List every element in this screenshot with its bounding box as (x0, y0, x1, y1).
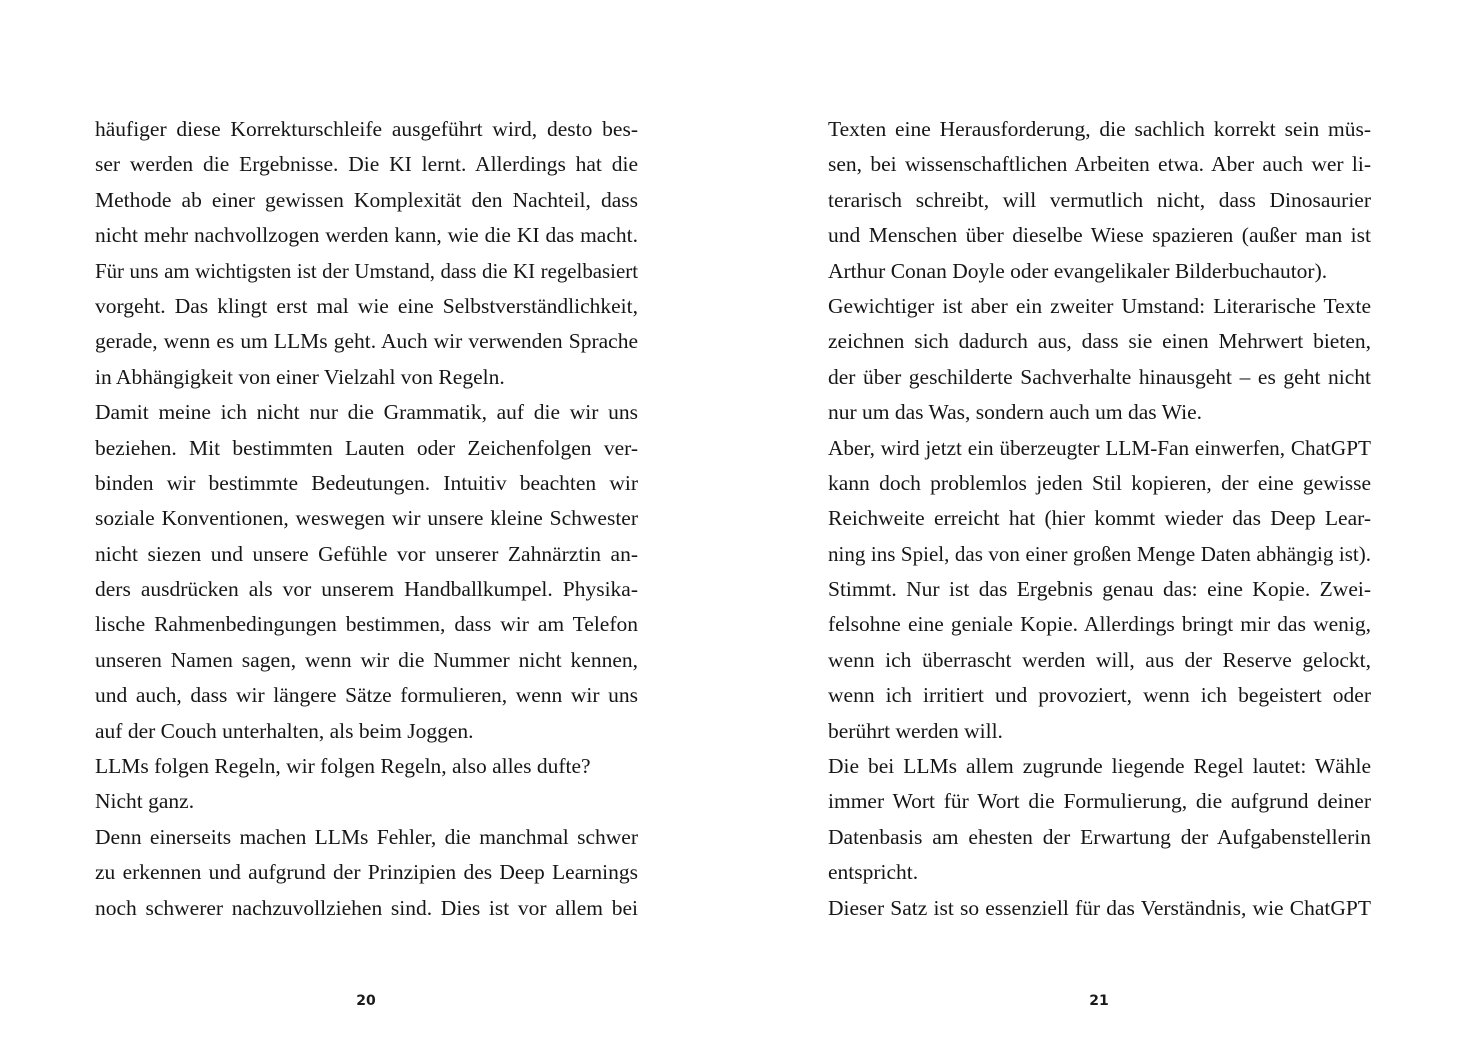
text-line: Gewichtiger ist aber ein zweiter Umstand: Literarische Texte (828, 293, 1371, 318)
text-line: nicht mehr nachvollzogen werden kann, wie die KI das macht. (95, 223, 638, 248)
text-line: Für uns am wichtigsten ist der Umstand, dass die KI regelbasiert (95, 258, 638, 283)
text-line: Denn einerseits machen LLMs Fehler, die manchmal schwer (95, 824, 638, 849)
text-line: Stimmt. Nur ist das Ergebnis genau das: eine Kopie. Zwei- (828, 577, 1371, 602)
text-line: lische Rahmenbedingungen bestimmen, dass wir am Telefon (95, 612, 638, 637)
text-line: immer Wort für Wort die Formulierung, die aufgrund deiner (828, 789, 1371, 814)
text-line: wenn ich überrascht werden will, aus der Reserve gelockt, (828, 647, 1371, 672)
text-line: beziehen. Mit bestimmten Lauten oder Zeichenfolgen ver- (95, 435, 638, 460)
text-line: berührt werden will. (828, 718, 1003, 743)
text-line: terarisch schreibt, will vermutlich nicht, dass Dinosaurier (828, 187, 1371, 212)
text-line: nicht siezen und unsere Gefühle vor unserer Zahnärztin an- (95, 541, 638, 566)
text-line: ning ins Spiel, das von einer großen Menge Daten abhängig ist). (828, 541, 1371, 566)
text-line: nur um das Was, sondern auch um das Wie. (828, 400, 1202, 425)
text-line: Methode ab einer gewissen Komplexität den Nachteil, dass (95, 187, 638, 212)
text-line: zu erkennen und aufgrund der Prinzipien des Deep Learnings (95, 860, 638, 885)
text-line: Nicht ganz. (95, 789, 195, 814)
text-line: Damit meine ich nicht nur die Grammatik, auf die wir uns (95, 400, 638, 425)
text-line: wenn ich irritiert und provoziert, wenn ich begeistert oder (828, 683, 1371, 708)
text-line: Dieser Satz ist so essenziell für das Verständnis, wie ChatGPT (828, 895, 1371, 920)
text-line: ders ausdrücken als vor unserem Handballkumpel. Physika- (95, 577, 638, 602)
text-line: auf der Couch unterhalten, als beim Joggen. (95, 718, 474, 743)
right-page-body-text (828, 112, 1371, 926)
text-line: Arthur Conan Doyle oder evangelikaler Bilderbuchautor). (828, 258, 1328, 283)
text-line: LLMs folgen Regeln, wir folgen Regeln, also alles dufte? (95, 754, 591, 779)
left-page (0, 0, 732, 1051)
text-line: Texten eine Herausforderung, die sachlich korrekt sein müs- (828, 117, 1371, 141)
text-line: Die bei LLMs allem zugrunde liegende Regel lautet: Wähle (828, 754, 1371, 779)
left-page-body-text (95, 112, 638, 926)
text-line: soziale Konventionen, weswegen wir unsere kleine Schwester (95, 506, 638, 531)
text-line: vorgeht. Das klingt erst mal wie eine Selbstverständlichkeit, (95, 293, 638, 318)
text-line: häufiger diese Korrekturschleife ausgeführt wird, desto bes- (95, 117, 638, 141)
text-line: zeichnen sich dadurch aus, dass sie einen Mehrwert bieten, (828, 329, 1371, 354)
text-line: unseren Namen sagen, wenn wir die Nummer nicht kennen, (95, 647, 638, 672)
right-page (732, 0, 1464, 1051)
text-line: und Menschen über dieselbe Wiese spazieren (außer man ist (828, 223, 1371, 248)
text-line: und auch, dass wir längere Sätze formulieren, wenn wir uns (95, 683, 638, 708)
page-number-left: 20 (356, 993, 376, 1009)
page-number-right: 21 (1089, 993, 1109, 1009)
text-line: gerade, wenn es um LLMs geht. Auch wir verwenden Sprache (95, 329, 638, 354)
text-line: Aber, wird jetzt ein überzeugter LLM-Fan einwerfen, ChatGPT (828, 435, 1371, 460)
text-line: ser werden die Ergebnisse. Die KI lernt. Allerdings hat die (95, 152, 638, 177)
text-line: Reichweite erreicht hat (hier kommt wieder das Deep Lear- (828, 506, 1371, 531)
text-line: der über geschilderte Sachverhalte hinausgeht – es geht nicht (828, 364, 1371, 389)
text-line: in Abhängigkeit von einer Vielzahl von Regeln. (95, 364, 505, 389)
text-line: binden wir bestimmte Bedeutungen. Intuitiv beachten wir (95, 470, 638, 495)
text-line: entspricht. (828, 860, 919, 885)
text-line: noch schwerer nachzuvollziehen sind. Dies ist vor allem bei (95, 895, 638, 920)
text-line: Datenbasis am ehesten der Erwartung der Aufgabenstellerin (828, 824, 1371, 849)
text-line: sen, bei wissenschaftlichen Arbeiten etwa. Aber auch wer li- (828, 152, 1371, 177)
text-line: felsohne eine geniale Kopie. Allerdings bringt mir das wenig, (828, 612, 1371, 637)
text-line: kann doch problemlos jeden Stil kopieren, der eine gewisse (828, 470, 1371, 495)
